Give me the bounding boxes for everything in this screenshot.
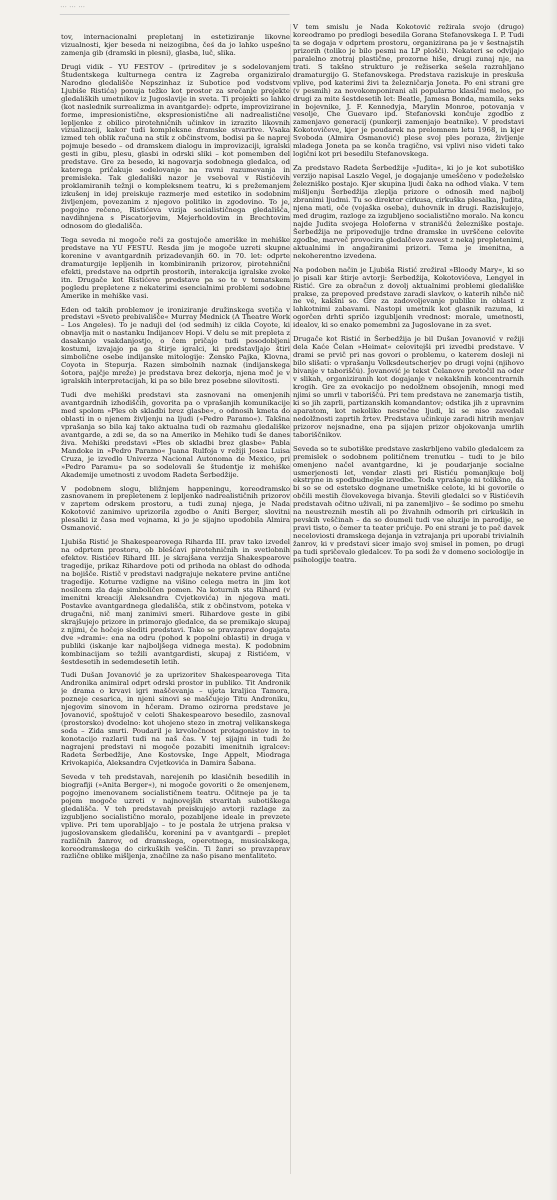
paragraph: Drugače kot Ristić in Šerbedžija je bil Dušan Jovanović v režiji dela Kaće Čelan »Heimat« celovitejši pri izvedbi predstave. V drami se prvič pri nas govori o problemu, o katerem dosleji ni bilo slišati: o vprašanju Volksdeutscherjev po drugi vojni (njihovo bivanje v taboriščú). Jovanović je tekst Čelanove pretočil na oder v slikah, organiziranih kot dogajanje v nekakšnih koncentrarnih krogih. Gre za evokacijo po nedolžnem obsojenih, mnogi med njimi so umrli v taboriščú. Pri tem predstava ne zanemarja tistih, ki so jih zaprli, partizanskih komandantov; odstika jih z upravnim aparatom, kot nekoliko nesrečne ljudi, ki se niso zavedali nedolžnosti zaprtih žrtev. Predstava učinkuje zaradi hitrih menjav prizorov nejsnadne, ena pa sijajen prizor objokovanja umrlih taboriščnikov. [293, 335, 524, 439]
article-column-right [293, 24, 524, 1174]
column-divider [290, 24, 291, 1174]
running-head [59, 2, 290, 18]
paragraph: Eden od takih problemov je ironiziranje družinskega svetiča v predstavi »Sveto prebivališče« Murray Mednick (A Theatre Work – Los Angeles). To je naduji del (od sedmih) iz cikla Coyote, ki obnavlja mit o nastanku Indijancev Hopi. V delu se mit prepleta z dasakanjo vsakdanjostjo, o čem pričajo tudi posodobljeni kostumi, izvajajo pa ga štirje igralci, ki predstavljajo štiri simbolične osebe indijanske mitologije: Žensko Pajka, Klovna, Coyota in Stepurja. Razen simbolnih naznak (indijanskega šotora, pajčje mreže) je predstava brez dekorja, njena moč je v igralskih interpretacijah, ki pa so bile brez posebne silovitosti. [61, 305, 290, 386]
running-head-text: ... ... ... [60, 2, 86, 9]
scan-shadow [549, 0, 557, 1200]
paragraph: Tega seveda ni mogoče reči za gostujoče ameriške in mehiške predstave na YU FESTU. Resda jim je mogoče uzreti skupne korenine v avantgardnih prizadevanjih 60. in 70. let: odprte dramaturgije lepljenih in kombiniranih prizorov, pirotehnični efekti, predstave na odprtih prostorih, interakcija igralske zvoke itn. Drugače kot Ristićeve predstave pa so te v tematskem pogledu prepletene z nekaterimi esencialnimi problemi sodobne Amerike in mehiške vasi. [61, 235, 290, 300]
paragraph: Na podoben način je Ljubiša Ristić zrežiral »Bloody Mary«, ki so jo pisali kar štirje avtorji: Šerbedžija, Kokotovićeva, Lengyel in Ristić. Gre za obračun z dovolj aktualnimi problemi gledališke prakse, za prepoved predstave zaradi slavkov, o katerih nihče nič ne vé, kakšni so. Gre za zadovoljevanje publike in oblasti z lahkotnimi zabavami. Nastopi umetnik kot glasnik razuma, ki ogorčen drhti spričo izgubljenih vrednost: morale, umetnosti, idealov, ki so enako pomembni za Jugoslovane in za svet. [293, 265, 524, 330]
paragraph: Za predstavo Radeta Šerbedžije »Judita«, ki jo je kot subotiško verzijo napisal Laszlo Vegel, je dogajanje umeščeno v podeželsko železniško postajo. Kjer skupina ljudi čaka na odhod vlaka. V tem mišljenju Šerbedžija zleplja prizore o odnosih med najbolj zbranimi ljudmi. Tu so direktor cirkusa, cirkuška plesalka, Judita, njena mati, oče (vojaška oseba), duhovnik in drugi. Raziskujejo, med drugim, razloge za izgubljeno socialistično moralo. Na koncu najde Judita svojega Holoferna v straniščú železniške postaje. Šerbedžija ne pripovedujje trdne dramske in uvrščene celovite zgodbe, marveč provocira gledalčevo zavest z nekaj prepletenimi, aktualnimi in angažiranimi prizori. Tema je imenitna, a nekoherentno izvedena. [293, 164, 524, 260]
paragraph: Seveda so te subotiške predstave zaskrbljeno vabilo gledalcem za premislek o sodobnem političnem trenutku – tudi to je bilo omenjeno načel avantgardne, ki je poudarjanje socialne usmerjenosti let, vendar zlasti pri Ristiću pomanjkuje bolj ekstrpne in spodbudnejše izvedbe. Toda vprašanje ni tolikšno, da bi so se od estetsko dognane umetniške celote, ki bi govorile o občili mestih človekovega bivanja. Števili gledalci so v Ristićevih predstavah očitno uživali, ni pa zanemljivo – še sodimo po smehu na neustreznih mestih ali po živahnih odmorih pri cirkuških in pevskih veščinah – da so doumeli tudi vse aluzije in parodije, se pravi tisto, o čemer ta teater pričuje. Po eni strani je to pač davek neceloviosti dramskega dejanja in vztrajanja pri uporabi trivialnih žanrov, ki v predstavi sicer imajo svoj smisel in pomen, po drugi pa tudi spričevalo gledalcev. To pa sodi že v domeno sociologije in psihologije teatra. [293, 444, 524, 564]
paragraph: V podobnem slogu, bližnjem happeningu, koreodramsko zasnovanem in prepletenem z lepljenko nadrealističnih prizorov v zaprtem odrskem prostoru, a tudi zunaj njega, je Nada Kokotović zanimivo uprizorila zgodbo o Aniti Berger, slovitni plesalki iz časa med vojnama, ki jo je sijajno upodobila Almira Osmanović. [61, 484, 290, 533]
paragraph: tov, internacionalni prepletanj in estetiziranje likovne vizualnosti, kjer beseda ni neizogibna, čeś da jo lahko uspešno zamenja gib (dramski in plesni), glasba, luč, slika. [61, 34, 290, 57]
header-rule [60, 14, 290, 15]
paragraph: Seveda v teh predstavah, narejenih po klasičnih besedilih in biografiji (»Anita Berger«), ni mogoče govoriti o že omenjenem, pogojno imenovanem socialističnem teatru. Očitneje pa je ta pojem mogoče uzreti v najnovejših stvaritah subotiškega gledališča. V teh predstavah preiskujejo avtorji razlage za izgubljeno socialistično moralo, pozabljene ideale in prevzete vplive. Pri tem uporabljajo – to je postala že utrjena praksa v jugoslovanskem gledališču, koreniní pa v avantgardi – preplet različnih žanrov, od dramskega, operetnega, musicalskega, koreodramskega do cirkuških veščin. Ti žanri so pravzaprav različne oblike mišljenja, značilne za našo pisano mentaliteto. [61, 772, 290, 861]
paragraph: Tudi Dušan Jovanović je za uprizoritev Shakespearovega Tita Andronika animiral odprt odrski prostor in publiko. Tit Andronik je drama o krvavi igri maščevanja – ujeta kraljica Tamora, poznejе cesarica, in njeni sinovi se maščujejo Titu Androniku, njegovim sinovom in hčeram. Dramo ozirorna predstave je Jovanović, spoštujoč v celoti Shakespearovo besedilo, zasnoval (prostorsko) dvodelno: kot uhojeno stezo in znotraj velikanskega soda – Zida smrti. Poudaril je krvoločnost protagonistov in to konotacijo razlaril tudi na naš čas. V tej sijajni in tudi že nagrajeni predstavi ni mogoče pozabiti imenitnih igralcev: Radeta Šerbedžije, Ane Kostovske, Inge Appelt, Miodraga Krivokapića, Aleksandra Cvjetkovića in Damira Šabana. [61, 671, 290, 767]
paragraph: Tudi dve mehiški predstavi sta zasnovani na omenjenih avantgardnih izhodiščih, govorita pa o vprašanjih komunikacije med spolom »Ples ob skladbi brez glasbe«, o odnosih kmeta do oblasti in o njenem življenju na ljudi (»Pedro Paramo«). Takšna vprašanja so bila kaj tako aktualna tudi ob razmahu gledališke avantgarde, a zdi se, da so na Ameriko in Mehiko tudi še danes živa. Mehiški predstavi »Ples ob skladbi brez glasbe« Pabla Mandoke in »Pedro Paramo« Juana Rulfoja v režiji Josea Luisa Cruza, je izvedlo Univerza Nacional Autonoma de Mexico, pri »Pedro Paramu« pa so sodelovali še študentje iz mehiške Akademije umetnosti z uvodom Radeta Šerbedžije. [61, 391, 290, 479]
article-column-left [61, 34, 290, 1184]
paragraph: V tem smislu je Nada Kokotović režirala svojo (drugo) koreodramo po predlogi besedila Gorana Stefanovskega I. P. Tudi ta se dogaja v odprtem prostoru, organizirana pa je v šestnajstih prizorih (toliko je bilo pesmi na LP plošči). Nekateri se odvijajo paralelno znotraj plastične, prozorne hiše, drugi zunaj nje, na trati. S takšno strukturo je režiserka sešela razrahljano dramaturgijo G. Stefanovskega. Predstava raziskuje in preskuša vplive, pod katerimi živi ta železničarja Joneta. Po eni strani gre (v pesmih) za novokomponirani ali popularno klasični melos, po drugi za mite šestdesetih let: Beatle, Jamesa Bonda, mamila, seks in bojevnike, J. F. Kennedyja, Marylin Monroe, potovanja v vesolje, Che Guevaro ipd. Stefanovski končuje zgodbo z zamenjavo generacij (punkerji zamenjajo beatnike). V predstavi Kokotovičeve, kjer je poudarek na prelomnem letu 1968, in kjer Svoboda (Almira Osmanović) plese svoj ples poraza, življenje mladega Joneta pa se konča tragično, vsi vplivi niso videti tako logični kot pri besedilu Stefanovskega. [293, 24, 524, 159]
paragraph: Ljubiša Ristić je Shakespearovega Riharda III. prav tako izvedel na odprtem prostoru, ob blešćavi pirotehničnih in svetlobnih efektov. Ristićev Rihard III. je skrajšana verzija Shakespearove tragedije, prikaz Rihardove poti od prihoda na oblast do odhoda na bojišče. Ristič v predstavi nadgrajuje nekatere prvine antične tragedije. Koturne vzdigne na višino celega metra in jim kot nosilcem zla daje simboličen pomen. Na koturnih sta Rihard (v imenitni kreaciji Aleksandra Cvjetkovića) in njegova mati. Postavke avantgardnega gledališča, stik z občinstvom, poteka v drugačni, nič manj zanimivi smeri. Rihardove geste in gibi skrajšujejo prizore in primorajo gledalce, da se premikajo skupaj z njimi, če hočejo slediti predstavi. Tako se pravzaprav dogajata dve »drami«: ena na odru (pohod k popolni oblasti) in druga v publiki (iskanje kar najboljšega vidnega mesta). K podobnim kombinacijam so težili avantgardisti, skupaj z Ristićem, v šestdesetih in sedemdesetih letih. [61, 538, 290, 666]
paragraph: Drugi vidik – YU FESTOV – (prireditev je s sodelovanjem Študentskega kulturnega centra iz Zagreba organiziralo Narodno gledališče Nepszinhaz iz Subotice pod vodstvom Ljubiše Ristića) ponuja težko kot prostor za srečanje projekte gledaliških umetnikov iz Jugoslavije in sveta. Ti projekti so lahko (kot naslednik surrealizma in avantgarde): odprte, improvizirane forme, impresionistične, ekspresionistične ali nadrealistične lepljenke z obilico pirotehničnih učinkov in izrazito likovnih vizualizacij, kakor tudi kompleksne dramske stvaritve. Vsaka izmed teh oblik računa na stik z občinstvom, bodisi pa še naprej pojmuje besedo – od dramskem dialogu in improvizaciji, igralski gesti in gibu, plesu, glasbi in odrski sliki – kot pomemben del predstave. Gre za besedo, ki nagovarja sodobnega gledalca, od katerega pričakuje sodelovanje na ravni razumevanja in premisleka. Tak gledališki nazor je vseboval v Ristićevih proklamiranih težnji o kompleksnem teatru, ki s prežemanjem izkušenj in idej preiskuje razmerje med estetiko in sodobnim življenjem, povezanim z njegovo politiko in zgodovino. To je, pogojno rečeno, Ristićeva vizija socialističnega gledališča, navdihnjena s Piscatorjevim, Mejerholdovim in Brechtovim odnosom do gledališča. [61, 62, 290, 230]
